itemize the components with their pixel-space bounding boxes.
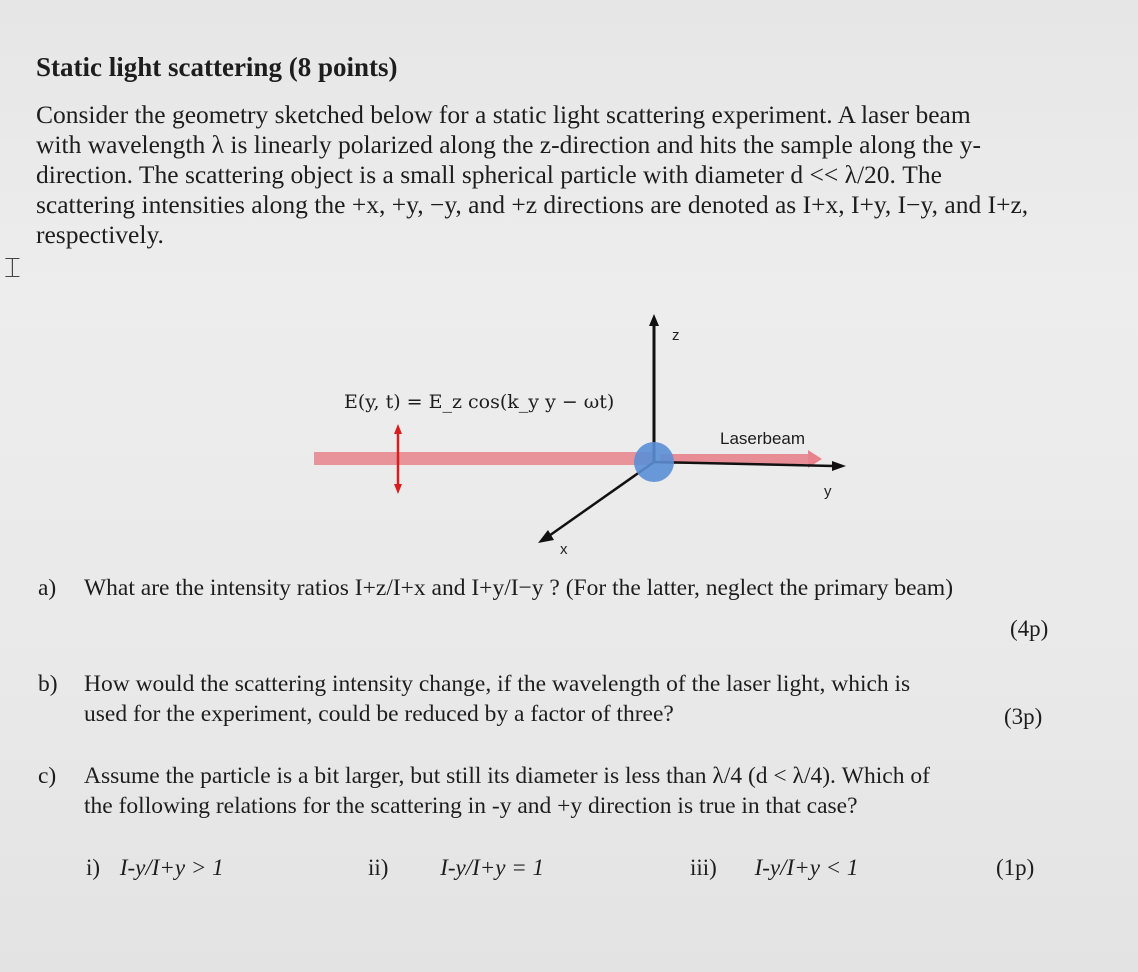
problem-title: Static light scattering (8 points) — [36, 52, 398, 82]
intro-line: Consider the geometry sketched below for a static light scattering experiment. A laser beam — [36, 100, 971, 129]
option-ii — [368, 855, 544, 881]
option-i-relation: I-y/I+y > 1 — [119, 855, 224, 880]
question-c — [38, 762, 1078, 822]
question-b-line1: How would the scattering intensity change, if the wavelength of the laser light, which is — [84, 671, 911, 697]
y-axis-arrowhead — [832, 461, 846, 471]
intro-line: respectively. — [36, 220, 164, 249]
intro-line: direction. The scattering object is a small spherical particle with diameter d << λ/20. The — [36, 160, 942, 189]
y-axis-label: y — [824, 483, 832, 500]
z-axis-arrowhead — [649, 314, 659, 326]
option-i-number: i) — [86, 855, 101, 880]
question-a — [38, 574, 1068, 604]
option-iii — [690, 855, 858, 881]
geometry-svg — [300, 300, 860, 560]
option-ii-number: ii) — [368, 855, 389, 880]
polarization-arrowhead-down — [394, 484, 402, 494]
question-c-points: (1p) — [996, 855, 1035, 880]
question-a-points: (4p) — [1010, 616, 1049, 641]
question-a-text: What are the intensity ratios I+z/I+x and I+y/I−y ? (For the latter, neglect the primary beam) — [84, 575, 954, 601]
problem-intro — [36, 100, 1096, 250]
polarization-arrowhead-up — [394, 424, 402, 434]
intro-line: scattering intensities along the +x, +y, −y, and +z directions are denoted as I+x, I+y, I−y, and I+z, — [36, 190, 1029, 219]
laserbeam-label: Laserbeam — [720, 429, 806, 448]
option-iii-number: iii) — [690, 855, 717, 880]
scattering-geometry-figure — [300, 300, 860, 560]
scattering-particle — [634, 442, 674, 482]
question-c-line2: the following relations for the scattering in -y and +y direction is true in that case? — [84, 793, 858, 819]
question-b — [38, 670, 1068, 730]
field-equation: E(y, t) = E_z cos(k_y y − ωt) — [344, 391, 615, 413]
text-cursor-icon: ⌶ — [4, 251, 21, 284]
option-ii-relation: I-y/I+y = 1 — [440, 855, 545, 880]
question-c-label: c) — [38, 763, 57, 789]
question-b-points: (3p) — [1004, 704, 1043, 729]
question-b-label: b) — [38, 671, 58, 697]
option-iii-relation: I-y/I+y < 1 — [754, 855, 859, 880]
x-axis-arrowhead — [538, 530, 554, 543]
intro-line: with wavelength λ is linearly polarized along the z-direction and hits the sample along the y- — [36, 130, 981, 159]
laser-beam-incoming — [314, 452, 654, 465]
z-axis-label: z — [672, 327, 680, 344]
x-axis-label: x — [560, 541, 568, 558]
option-i — [86, 855, 224, 881]
question-c-line1: Assume the particle is a bit larger, but still its diameter is less than λ/4 (d < λ/4). Which of — [84, 763, 930, 789]
question-a-label: a) — [38, 575, 57, 601]
question-b-line2: used for the experiment, could be reduced by a factor of three? — [84, 701, 674, 727]
